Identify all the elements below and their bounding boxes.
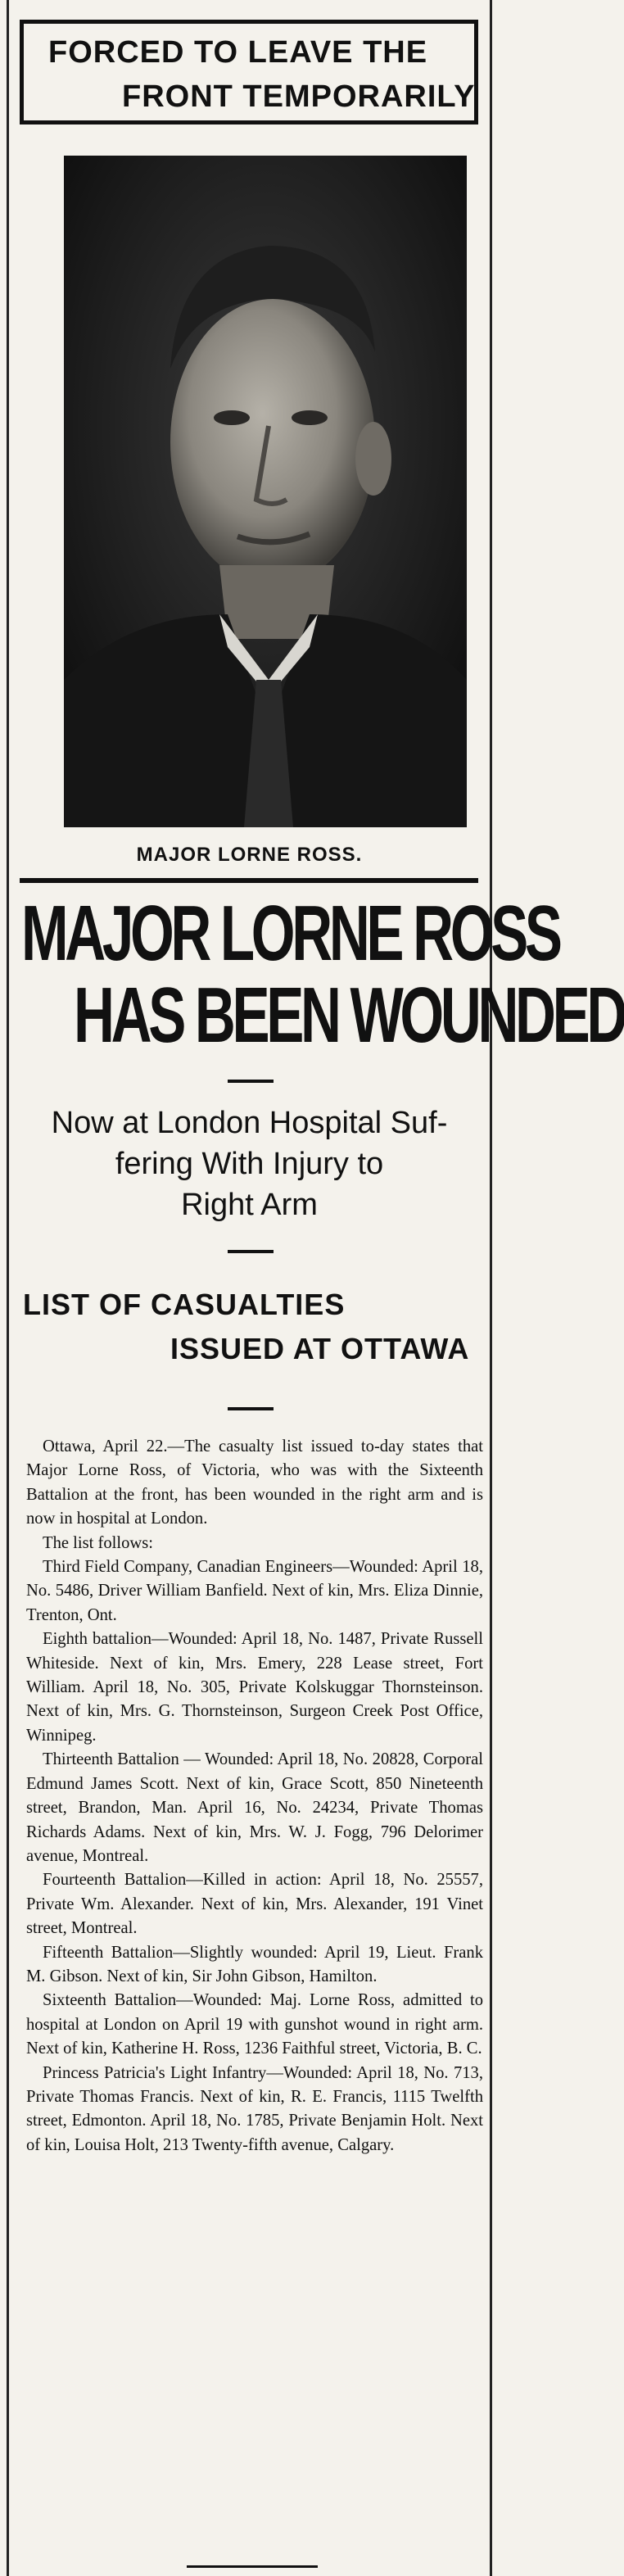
paragraph: Eighth battalion—Wounded: April 18, No. 1487, Private Russell Whiteside. Next of kin, Mrs. Emery, 228 Lease street, Fort William. April 18, No. 305, Private Kolskuggar Thornsteinson. Next of kin, Mrs. G. Thornsteinson, Surgeon Creek Post Office, Winnipeg.	[26, 1630, 483, 1745]
deck-line-3: Right Arm	[181, 1188, 318, 1222]
paragraph: Ottawa, April 22.—The casualty list issued to-day states that Major Lorne Ross, of Victoria, who was with the Sixteenth Battalion at the front, has been wounded in the right arm and is now in hospital at London.	[26, 1437, 483, 1528]
list-head-line-1: LIST OF CASUALTIES	[23, 1288, 346, 1321]
paragraph: Princess Patricia's Light Infantry—Wounded: April 18, No. 713, Private Thomas Francis. Next of kin, R. E. Francis, 1115 Twelfth street, Edmonton. April 18, No. 1785, Private Benjamin Holt. Next of kin, Louisa Holt, 213 Twenty-fifth avenue, Calgary.	[26, 2063, 483, 2154]
headline-divider	[228, 1080, 274, 1083]
paragraph: Third Field Company, Canadian Engineers—Wounded: April 18, No. 5486, Driver William Banfield. Next of kin, Mrs. Eliza Dinnie, Trenton, Ont.	[26, 1558, 483, 1624]
paragraph: Thirteenth Battalion — Wounded: April 18, No. 20828, Corporal Edmund James Scott. Next of kin, Grace Scott, 850 Nineteenth street, Brandon, Man. April 16, No. 24234, Private Thomas Richards Adams. Next of kin, Mrs. W. J. Fogg, 796 Delorimer avenue, Montreal.	[26, 1750, 483, 1865]
kicker-box	[20, 20, 478, 124]
kicker-line-2: FRONT TEMPORARILY	[122, 79, 476, 114]
caption-rule	[20, 878, 478, 883]
headline-line-1: MAJOR LORNE ROSS	[21, 890, 559, 977]
deck-line-1: Now at London Hospital Suf-	[51, 1106, 448, 1140]
article-column	[15, 0, 624, 2576]
list-head-line-2: ISSUED AT OTTAWA	[170, 1332, 470, 1365]
headline-line-2: HAS BEEN WOUNDED	[74, 971, 624, 1059]
list-head-divider	[228, 1407, 274, 1410]
photo-caption: MAJOR LORNE ROSS.	[136, 844, 363, 866]
paragraph: Fifteenth Battalion—Slightly wounded: April 19, Lieut. Frank M. Gibson. Next of kin, Sir John Gibson, Hamilton.	[26, 1943, 483, 1985]
deck	[15, 1102, 484, 1225]
end-rule	[187, 2565, 318, 2568]
portrait-photo	[64, 156, 467, 827]
portrait-image	[64, 156, 467, 827]
column-rule-right	[490, 0, 492, 2576]
paragraph: The list follows:	[43, 1533, 153, 1552]
column-rule-left	[7, 0, 9, 2576]
paragraph: Fourteenth Battalion—Killed in action: April 18, No. 25557, Private Wm. Alexander. Next of kin, Mrs. Alexander, 191 Vinet street, Montreal.	[26, 1871, 483, 1938]
paragraph: Sixteenth Battalion—Wounded: Maj. Lorne Ross, admitted to hospital at London on April 19 with gunshot wound in right arm. Next of kin, Katherine H. Ross, 1236 Faithful street, Victoria, B. C.	[26, 1991, 483, 2058]
article-body	[26, 1435, 483, 2157]
deck-line-2: fering With Injury to	[115, 1147, 384, 1181]
kicker-line-1: FORCED TO LEAVE THE	[48, 35, 428, 70]
deck-divider	[228, 1250, 274, 1253]
